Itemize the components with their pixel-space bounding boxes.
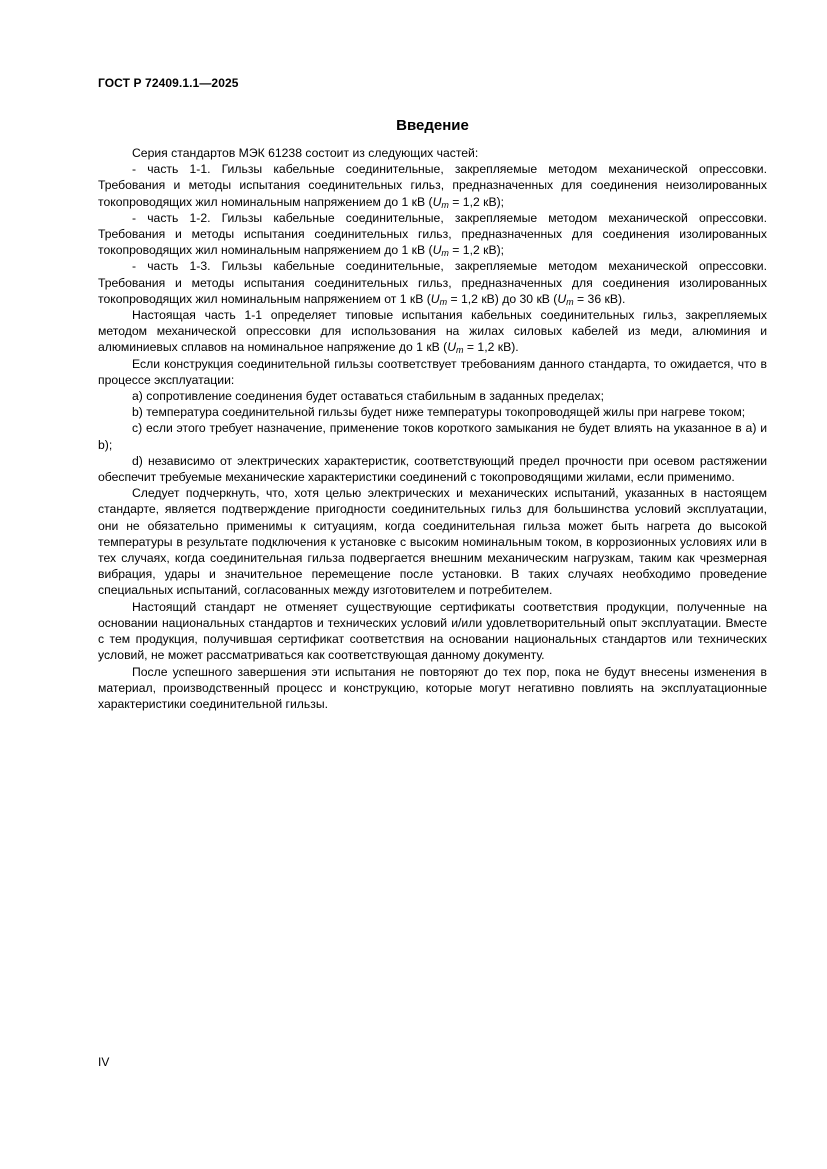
- voltage-subscript: m: [456, 345, 464, 356]
- list-item-c: c) если этого требует назначение, применение токов короткого замыкания не будет влиять на указанное в a) и b);: [98, 421, 767, 452]
- list-item-d: d) независимо от электрических характеристик, соответствующий предел прочности при осевом растяжении обеспечит требуемые механические характеристики соединений с токопроводящими жилами, если применимо.: [98, 453, 767, 485]
- paragraph-scope-text: Настоящая часть 1-1 определяет типовые испытания кабельных соединительных гильз, закрепляемых методом механической опрессовки для использования на жилах силовых кабелей из меди, алюминия и алюминиевых сплавов на номинальное напряжение до 1 кВ (: [98, 308, 767, 355]
- paragraph-expectations: Если конструкция соединительной гильзы соответствует требованиям данного стандарта, то ожидается, что в процессе эксплуатации:: [98, 356, 767, 387]
- list-item-a: a) сопротивление соединения будет оставаться стабильным в заданных пределах;: [132, 389, 604, 404]
- section-title: Введение: [396, 117, 469, 134]
- voltage-subscript: m: [566, 296, 574, 307]
- voltage-value: = 36 кВ).: [573, 291, 626, 306]
- paragraph-part-1-3-text: - часть 1-3. Гильзы кабельные соединительные, закрепляемые методом механической опрессовки. Требования и методы испытания соединительных гильз, предназначенных для соединения изолированных токопроводящих жил номинальным напряжением от 1 кВ (: [98, 259, 767, 306]
- voltage-symbol: U: [557, 291, 567, 306]
- voltage-value: = 1,2 кВ) до 30 кВ (: [447, 291, 558, 306]
- voltage-symbol: U: [432, 194, 442, 209]
- page-number: IV: [98, 1055, 110, 1069]
- paragraph-part-1-2-text: - часть 1-2. Гильзы кабельные соединительные, закрепляемые методом механической опрессовки. Требования и методы испытания соединительных гильз, предназначенных для соединения изолированных токопроводящих жил номинальным напряжением до 1 кВ (: [98, 210, 767, 258]
- document-code-header: ГОСТ Р 72409.1.1—2025: [98, 76, 239, 90]
- paragraph-part-1-1: [98, 161, 767, 210]
- voltage-symbol: U: [447, 340, 457, 355]
- voltage-subscript: m: [441, 199, 449, 210]
- voltage-subscript: m: [439, 296, 448, 307]
- document-body: [98, 145, 767, 712]
- paragraph-part-1-3: [98, 258, 767, 307]
- paragraph-retesting: После успешного завершения эти испытания не повторяют до тех пор, пока не будут внесены изменения в материал, производственный процесс и конструкцию, которые могут негативно повлиять на эксплуатационные характеристики соединительной гильзы.: [98, 664, 767, 711]
- paragraph-part-1-2: [98, 210, 767, 259]
- voltage-value: = 1,2 кВ);: [448, 194, 505, 209]
- voltage-value: = 1,2 кВ);: [448, 243, 505, 258]
- list-item-b: b) температура соединительной гильзы будет ниже температуры токопроводящей жилы при нагреве током;: [132, 405, 746, 420]
- voltage-symbol: U: [432, 243, 442, 258]
- paragraph-certificates: Настоящий стандарт не отменяет существующие сертификаты соответствия продукции, полученные на основании национальных стандартов и технических условий и/или удовлетворительный опыт эксплуатации. Вместе с тем продукция, получившая сертификат соответствия на основании национальных стандартов или технических условий, не может рассматриваться как соответствующая данному документу.: [98, 599, 767, 663]
- voltage-subscript: m: [441, 248, 449, 259]
- paragraph-part-1-1-text: - часть 1-1. Гильзы кабельные соединительные, закрепляемые методом механической опрессовки. Требования и методы испытания соединительных гильз, предназначенных для соединения неизолированных токопроводящих жил номинальным напряжением до 1 кВ (: [98, 162, 767, 209]
- paragraph-intro: Серия стандартов МЭК 61238 состоит из следующих частей:: [132, 146, 479, 160]
- voltage-symbol: U: [430, 291, 440, 306]
- paragraph-scope: [98, 307, 767, 356]
- voltage-value: = 1,2 кВ).: [463, 340, 519, 355]
- paragraph-emphasis: Следует подчеркнуть, что, хотя целью электрических и механических испытаний, указанных в настоящем стандарте, является подтверждение пригодности соединительных гильз для большинства условий эксплуатации, они не обязательно применимы к ситуациям, когда соединительная гильза может быть нагрета до высокой температуры в результате подключения к установке с высоким номинальным током, в коррозионных условиях или в тех случаях, когда соединительная гильза подвергается внешним механическим нагрузкам, таким как чрезмерная вибрация, удары и значительное перемещение после установки. В таких случаях необходимо проведение специальных испытаний, согласованных между изготовителем и потребителем.: [98, 486, 767, 598]
